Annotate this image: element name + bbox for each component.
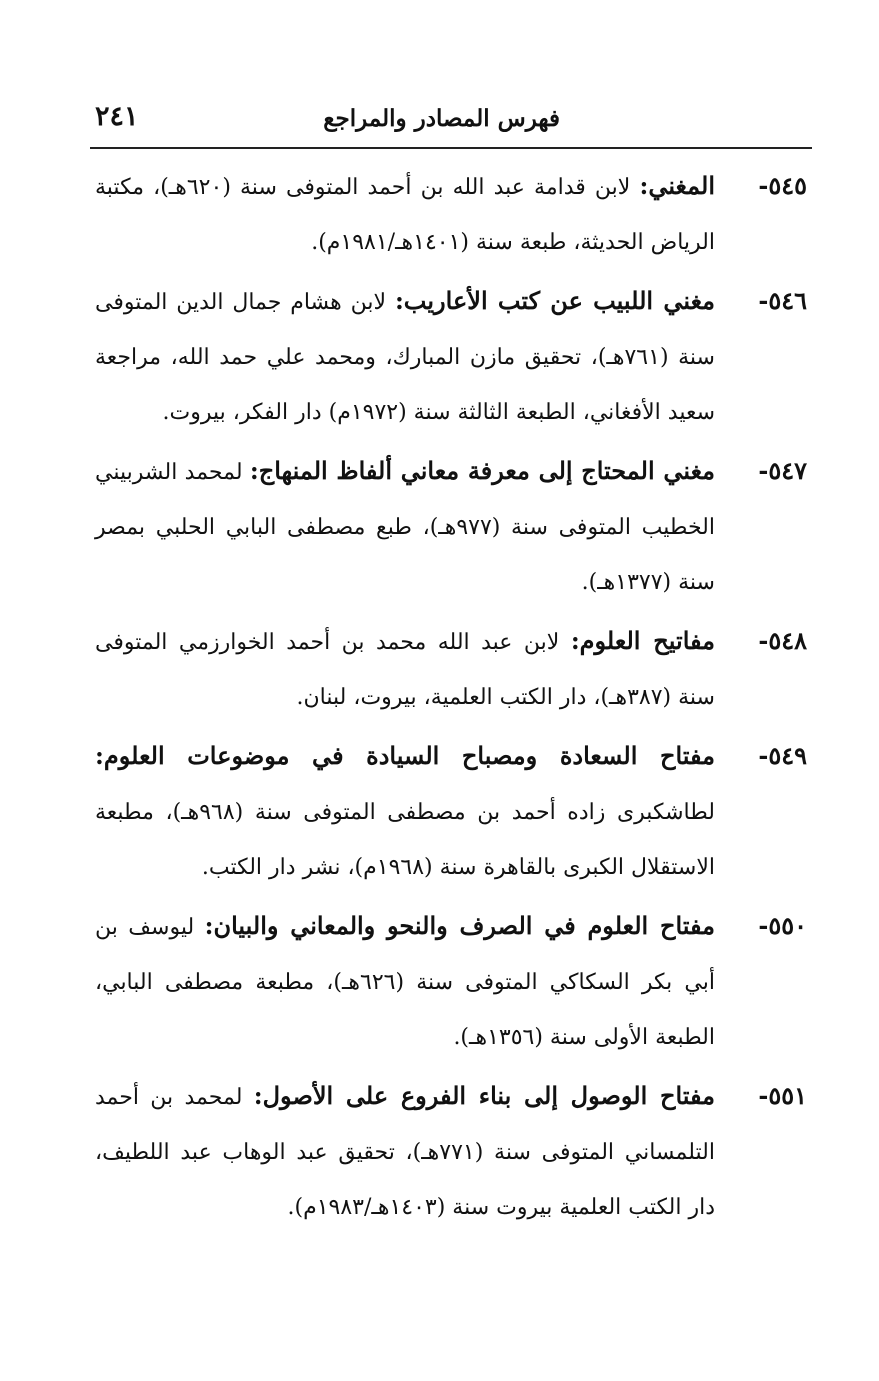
entry-text: لابن عبد الله محمد بن أحمد الخوارزمي المتوفى سنة (٣٨٧هـ)، دار الكتب العلمية، بيروت، لبنان.	[95, 630, 715, 710]
entry-text: ليوسف بن أبي بكر السكاكي المتوفى سنة (٦٢٦هـ)، مطبعة مصطفى البابي، الطبعة الأولى سنة (١٣٥٦هـ).	[95, 915, 715, 1050]
entry-text: لطاشكبرى زاده أحمد بن مصطفى المتوفى سنة (٩٦٨هـ)، مطبعة الاستقلال الكبرى بالقاهرة سنة (١٩٦٨م)، نشر دار الكتب.	[95, 800, 715, 880]
entry-number: ٥٤٨-	[758, 626, 807, 655]
entry-number: ٥٤٩-	[758, 741, 807, 770]
entry-number: ٥٥١-	[758, 1081, 807, 1110]
bibliography-list	[95, 158, 807, 1238]
entry-text: لابن قدامة عبد الله بن أحمد المتوفى سنة (٦٢٠هـ)، مكتبة الرياض الحديثة، طبعة سنة (١٤٠١هـ/١٩٨١م).	[95, 175, 715, 255]
bibliography-entry-550	[95, 898, 807, 1065]
entry-title: مفتاح العلوم في الصرف والنحو والمعاني والبيان:	[204, 911, 716, 940]
entry-title: مفتاح السعادة ومصباح السيادة في موضوعات العلوم:	[95, 741, 715, 770]
entry-title: مغني اللبيب عن كتب الأعاريب:	[394, 286, 716, 315]
entry-title: مفتاح الوصول إلى بناء الفروع على الأصول:	[253, 1081, 716, 1110]
page-header	[90, 95, 810, 145]
bibliography-entry-546	[95, 273, 807, 440]
entry-number: ٥٤٦-	[758, 286, 807, 315]
header-divider	[90, 147, 812, 149]
bibliography-entry-549	[95, 728, 807, 895]
entry-title: المغني:	[639, 171, 715, 200]
bibliography-entry-547	[95, 443, 807, 610]
entry-title: مغني المحتاج إلى معرفة معاني ألفاظ المنهاج:	[249, 456, 716, 485]
entry-number: ٥٥٠-	[758, 911, 807, 940]
bibliography-entry-551	[95, 1068, 807, 1235]
entry-number: ٥٤٥-	[758, 171, 807, 200]
bibliography-entry-548	[95, 613, 807, 725]
entry-text: لمحمد بن أحمد التلمساني المتوفى سنة (٧٧١هـ)، تحقيق عبد الوهاب عبد اللطيف، دار الكتب العلمية بيروت سنة (١٤٠٣هـ/١٩٨٣م).	[95, 1085, 715, 1220]
entry-number: ٥٤٧-	[758, 456, 807, 485]
page-number: ٢٤١	[95, 101, 139, 132]
page-title: فهرس المصادر والمراجع	[323, 105, 560, 132]
entry-text: لابن هشام جمال الدين المتوفى سنة (٧٦١هـ)، تحقيق مازن المبارك، ومحمد علي حمد الله، مراجعة سعيد الأفغاني، الطبعة الثالثة سنة (١٩٧٢م) دار الفكر، بيروت.	[95, 290, 715, 425]
entry-title: مفاتيح العلوم:	[570, 626, 715, 655]
bibliography-entry-545	[95, 158, 807, 270]
entry-text: لمحمد الشربيني الخطيب المتوفى سنة (٩٧٧هـ)، طبع مصطفى البابي الحلبي بمصر سنة (١٣٧٧هـ).	[95, 460, 715, 595]
